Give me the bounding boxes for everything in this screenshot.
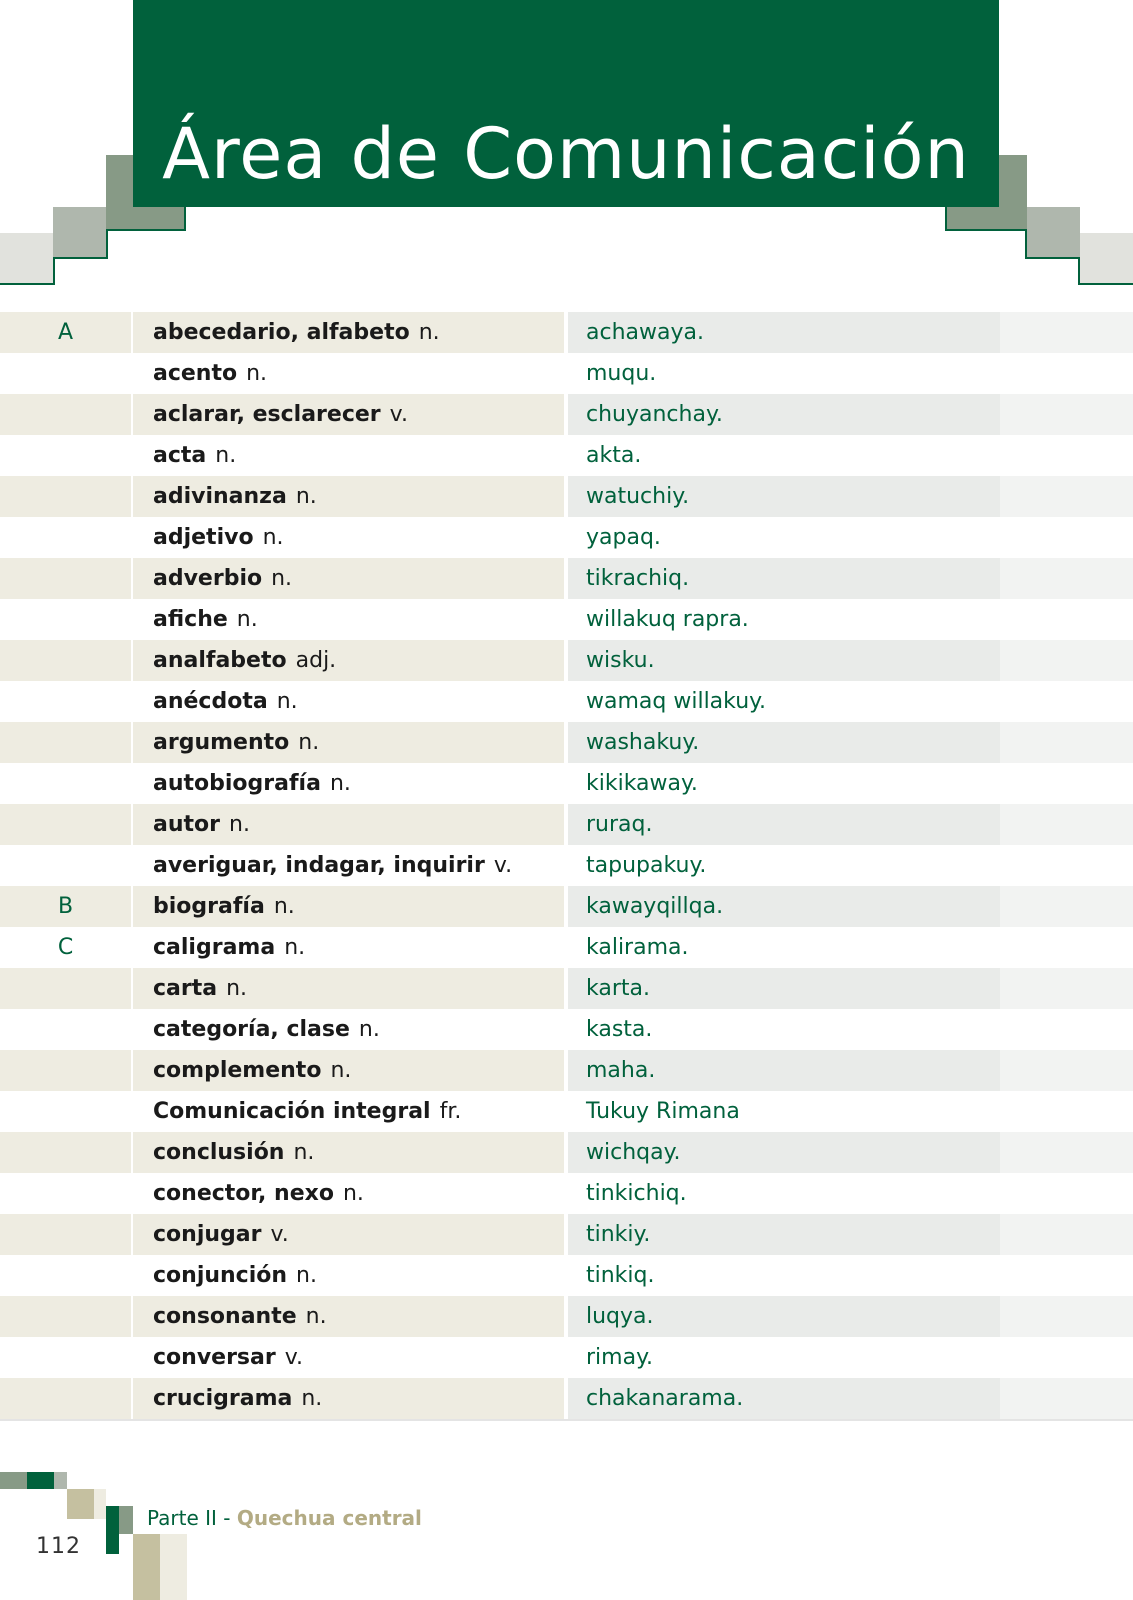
end-cell <box>1000 1255 1133 1296</box>
end-cell <box>1000 640 1133 681</box>
spanish-term: adverbio <box>153 566 263 591</box>
spanish-term-wrap <box>153 763 351 804</box>
section-letter: A <box>57 320 74 345</box>
grammar-tag: v. <box>493 853 513 878</box>
end-cell <box>1000 476 1133 517</box>
grammar-tag: v. <box>389 402 408 427</box>
letter-cell <box>0 1173 131 1214</box>
grammar-tag: n. <box>305 1304 327 1329</box>
spanish-term: aclarar, esclarecer <box>153 402 381 427</box>
glossary-row <box>0 1296 1133 1337</box>
end-cell <box>1000 1378 1133 1419</box>
glossary-row <box>0 968 1133 1009</box>
end-cell <box>1000 517 1133 558</box>
end-cell <box>1000 394 1133 435</box>
quechua-term: chakanarama. <box>586 1386 744 1411</box>
grammar-tag: n. <box>301 1386 323 1411</box>
spanish-term: conversar <box>153 1345 276 1370</box>
grammar-tag: adj. <box>295 648 337 673</box>
footer-part: Parte II - <box>147 1506 231 1530</box>
end-cell <box>1000 681 1133 722</box>
glossary-row <box>0 1378 1133 1421</box>
glossary-row <box>0 1132 1133 1173</box>
grammar-tag: n. <box>298 730 320 755</box>
header-line-right-d <box>1025 257 1080 259</box>
letter-cell <box>0 1091 131 1132</box>
end-cell <box>1000 763 1133 804</box>
letter-cell <box>0 1337 131 1378</box>
grammar-tag: n. <box>284 935 306 960</box>
end-cell <box>1000 599 1133 640</box>
header-line-right-b <box>945 229 1027 231</box>
spanish-term: analfabeto <box>153 648 287 673</box>
spanish-term-wrap <box>153 1255 317 1296</box>
spanish-term-wrap <box>153 435 236 476</box>
quechua-term: tinkiq. <box>586 1263 655 1288</box>
header-line-left-e <box>53 257 55 285</box>
grammar-tag: n. <box>295 484 317 509</box>
spanish-term-wrap <box>153 804 250 845</box>
letter-cell <box>0 435 131 476</box>
header-line-left-f <box>0 283 55 285</box>
letter-cell <box>0 763 131 804</box>
header-step-left-3 <box>0 233 53 285</box>
quechua-term: rimay. <box>586 1345 653 1370</box>
spanish-term-wrap <box>153 312 440 353</box>
spanish-term-wrap <box>153 476 317 517</box>
header-line-right-e <box>1078 257 1080 285</box>
spanish-term-wrap <box>153 1378 322 1419</box>
end-cell <box>1000 804 1133 845</box>
footer-square-8 <box>133 1534 160 1600</box>
quechua-term: watuchiy. <box>586 484 690 509</box>
end-cell <box>1000 1214 1133 1255</box>
header-step-left-2 <box>53 207 106 259</box>
spanish-term-wrap <box>153 886 295 927</box>
letter-cell <box>0 845 131 886</box>
letter-cell <box>0 1255 131 1296</box>
grammar-tag: n. <box>273 894 295 919</box>
grammar-tag: n. <box>330 1058 352 1083</box>
spanish-term: averiguar, indagar, inquirir <box>153 853 485 878</box>
spanish-term: adivinanza <box>153 484 287 509</box>
spanish-term-wrap <box>153 517 284 558</box>
end-cell <box>1000 1091 1133 1132</box>
glossary-row <box>0 845 1133 886</box>
end-cell <box>1000 312 1133 353</box>
spanish-term: carta <box>153 976 218 1001</box>
glossary-row <box>0 1009 1133 1050</box>
glossary-row <box>0 435 1133 476</box>
spanish-term-wrap <box>153 681 298 722</box>
header-step-right-3 <box>1080 233 1133 285</box>
glossary-row <box>0 312 1133 353</box>
spanish-term: categoría, clase <box>153 1017 350 1042</box>
grammar-tag: n. <box>236 607 258 632</box>
grammar-tag: n. <box>262 525 284 550</box>
header-line-right-a <box>945 207 947 231</box>
spanish-term: conjunción <box>153 1263 288 1288</box>
glossary-row <box>0 1255 1133 1296</box>
letter-cell <box>0 681 131 722</box>
glossary-row <box>0 722 1133 763</box>
end-cell <box>1000 435 1133 476</box>
spanish-term-wrap <box>153 353 267 394</box>
footer-square-5 <box>94 1489 106 1519</box>
letter-cell <box>0 968 131 1009</box>
quechua-term: kikikaway. <box>586 771 698 796</box>
spanish-term: conclusión <box>153 1140 285 1165</box>
glossary-row <box>0 763 1133 804</box>
grammar-tag: v. <box>284 1345 304 1370</box>
glossary-row <box>0 1173 1133 1214</box>
footer-part-label <box>147 1506 422 1530</box>
end-cell <box>1000 722 1133 763</box>
letter-cell <box>0 599 131 640</box>
end-cell <box>1000 1173 1133 1214</box>
quechua-term: wichqay. <box>586 1140 681 1165</box>
letter-cell <box>0 476 131 517</box>
end-cell <box>1000 886 1133 927</box>
spanish-term-wrap <box>153 558 292 599</box>
spanish-term: caligrama <box>153 935 276 960</box>
footer-square-7 <box>119 1506 133 1534</box>
section-letter: B <box>57 894 74 919</box>
quechua-term: achawaya. <box>586 320 704 345</box>
spanish-term: autobiografía <box>153 771 321 796</box>
footer-square-9 <box>160 1534 187 1600</box>
footer-subtitle: Quechua central <box>236 1506 422 1530</box>
spanish-term-wrap <box>153 1091 461 1132</box>
letter-cell <box>0 353 131 394</box>
end-cell <box>1000 353 1133 394</box>
quechua-term: wisku. <box>586 648 655 673</box>
end-cell <box>1000 1337 1133 1378</box>
quechua-term: kalirama. <box>586 935 689 960</box>
spanish-term: complemento <box>153 1058 322 1083</box>
glossary-row <box>0 640 1133 681</box>
glossary-row <box>0 886 1133 927</box>
spanish-term: argumento <box>153 730 290 755</box>
grammar-tag: n. <box>215 443 237 468</box>
quechua-term: kasta. <box>586 1017 653 1042</box>
header-line-left-a <box>184 207 186 231</box>
end-cell <box>1000 1132 1133 1173</box>
quechua-term: tapupakuy. <box>586 853 707 878</box>
grammar-tag: n. <box>358 1017 380 1042</box>
spanish-term-wrap <box>153 1050 351 1091</box>
header-line-left-d <box>53 257 108 259</box>
quechua-term: akta. <box>586 443 642 468</box>
letter-cell <box>0 1214 131 1255</box>
grammar-tag: n. <box>276 689 298 714</box>
grammar-tag: n. <box>246 361 268 386</box>
glossary-row <box>0 394 1133 435</box>
quechua-term: karta. <box>586 976 650 1001</box>
quechua-term: willakuq rapra. <box>586 607 749 632</box>
quechua-term: tikrachiq. <box>586 566 690 591</box>
spanish-term-wrap <box>153 640 336 681</box>
letter-cell <box>0 1378 131 1419</box>
glossary-row <box>0 681 1133 722</box>
glossary-row <box>0 476 1133 517</box>
spanish-term: adjetivo <box>153 525 254 550</box>
header-line-right-c <box>1025 229 1027 259</box>
quechua-term: yapaq. <box>586 525 661 550</box>
spanish-term: acento <box>153 361 238 386</box>
glossary-row <box>0 1337 1133 1378</box>
footer-square-1 <box>0 1472 27 1489</box>
letter-cell <box>0 804 131 845</box>
spanish-term: abecedario, alfabeto <box>153 320 410 345</box>
spanish-term: Comunicación integral <box>153 1099 431 1124</box>
letter-cell <box>0 1050 131 1091</box>
spanish-term-wrap <box>153 1337 303 1378</box>
letter-cell <box>0 517 131 558</box>
spanish-term-wrap <box>153 1132 314 1173</box>
quechua-term: Tukuy Rimana <box>586 1099 740 1124</box>
end-cell <box>1000 1050 1133 1091</box>
footer-square-6 <box>106 1506 119 1554</box>
section-letter: C <box>57 935 74 960</box>
spanish-term-wrap <box>153 845 512 886</box>
page-title: Área de Comunicación <box>162 113 970 195</box>
spanish-term: biografía <box>153 894 265 919</box>
spanish-term: anécdota <box>153 689 268 714</box>
spanish-term: autor <box>153 812 220 837</box>
grammar-tag: n. <box>296 1263 317 1288</box>
footer-square-4 <box>67 1489 94 1519</box>
footer-square-3 <box>54 1472 67 1489</box>
spanish-term: consonante <box>153 1304 297 1329</box>
grammar-tag: v. <box>270 1222 289 1247</box>
spanish-term: conector, nexo <box>153 1181 334 1206</box>
quechua-term: wamaq willakuy. <box>586 689 767 714</box>
quechua-term: kawayqillqa. <box>586 894 724 919</box>
grammar-tag: n. <box>226 976 248 1001</box>
end-cell <box>1000 845 1133 886</box>
spanish-term: acta <box>153 443 207 468</box>
grammar-tag: n. <box>418 320 440 345</box>
spanish-term-wrap <box>153 968 247 1009</box>
letter-cell <box>0 1296 131 1337</box>
glossary-row <box>0 353 1133 394</box>
grammar-tag: n. <box>229 812 250 837</box>
letter-cell <box>0 394 131 435</box>
spanish-term-wrap <box>153 599 258 640</box>
spanish-term-wrap <box>153 1173 364 1214</box>
spanish-term-wrap <box>153 927 305 968</box>
header-line-left-b <box>106 229 186 231</box>
glossary-row <box>0 1050 1133 1091</box>
glossary-row <box>0 599 1133 640</box>
header-step-right-2 <box>1027 207 1080 259</box>
end-cell <box>1000 927 1133 968</box>
grammar-tag: n. <box>329 771 351 796</box>
footer-square-2 <box>27 1472 54 1489</box>
letter-cell <box>0 1009 131 1050</box>
quechua-term: tinkichiq. <box>586 1181 687 1206</box>
spanish-term: afiche <box>153 607 228 632</box>
header-line-right-f <box>1078 283 1133 285</box>
spanish-term-wrap <box>153 722 319 763</box>
end-cell <box>1000 968 1133 1009</box>
spanish-term-wrap <box>153 1214 289 1255</box>
quechua-term: luqya. <box>586 1304 654 1329</box>
grammar-tag: n. <box>293 1140 315 1165</box>
quechua-term: tinkiy. <box>586 1222 651 1247</box>
letter-cell <box>0 558 131 599</box>
quechua-term: washakuy. <box>586 730 700 755</box>
glossary-row <box>0 927 1133 968</box>
letter-cell <box>0 722 131 763</box>
quechua-term: ruraq. <box>586 812 653 837</box>
spanish-term: conjugar <box>153 1222 262 1247</box>
header-line-left-c <box>106 229 108 259</box>
spanish-term-wrap <box>153 1009 380 1050</box>
spanish-term-wrap <box>153 394 408 435</box>
grammar-tag: n. <box>342 1181 364 1206</box>
end-cell <box>1000 1296 1133 1337</box>
page-number: 112 <box>36 1534 81 1559</box>
spanish-term: crucigrama <box>153 1386 293 1411</box>
spanish-term-wrap <box>153 1296 327 1337</box>
quechua-term: maha. <box>586 1058 656 1083</box>
quechua-term: chuyanchay. <box>586 402 723 427</box>
grammar-tag: fr. <box>439 1099 462 1124</box>
glossary-row <box>0 804 1133 845</box>
end-cell <box>1000 558 1133 599</box>
glossary-row <box>0 558 1133 599</box>
glossary-row <box>0 1214 1133 1255</box>
letter-cell <box>0 1132 131 1173</box>
end-cell <box>1000 1009 1133 1050</box>
letter-cell <box>0 640 131 681</box>
glossary-row <box>0 1091 1133 1132</box>
quechua-term: muqu. <box>586 361 657 386</box>
grammar-tag: n. <box>271 566 293 591</box>
glossary-table <box>0 312 1133 1421</box>
glossary-row <box>0 517 1133 558</box>
